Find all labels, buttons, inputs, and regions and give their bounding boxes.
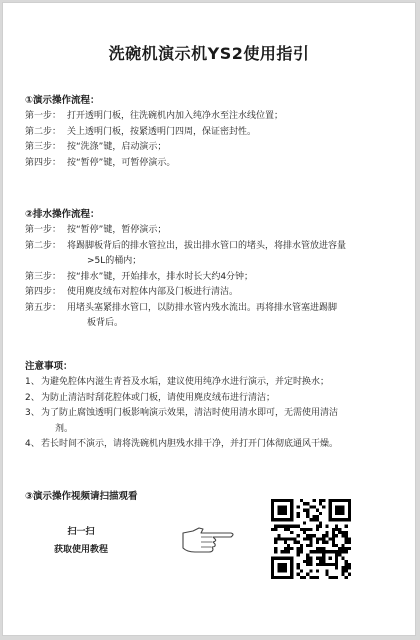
notes-section	[25, 359, 403, 453]
note-item-1: 1、 为避免腔体内滋生青苔及水垢，建议使用纯净水进行演示，并定时换水；	[25, 377, 330, 387]
drain-step-4: 第四步： 使用麂皮绒布对腔体内部及门板进行清洁。	[25, 287, 239, 297]
drain-heading: ②排水操作流程：	[25, 209, 100, 220]
demo-step-4: 第四步： 按“暂停”键，可暂停演示。	[25, 157, 176, 168]
drain-step-5-cont: 板背后。	[87, 318, 124, 328]
scan-line-1: 扫一扫	[67, 527, 95, 537]
drain-step-1: 第一步： 按“暂停”键，暂停演示；	[25, 225, 167, 235]
demo-step-1: 第一步： 打开透明门板，往洗碗机内加入纯净水至注水线位置；	[25, 111, 284, 121]
pointing-hand-icon	[179, 523, 239, 555]
notes-heading: 注意事项：	[25, 361, 73, 372]
note-item-3-cont: 剂。	[55, 423, 74, 434]
drain-section	[25, 207, 403, 332]
instruction-sheet	[2, 2, 416, 636]
note-item-3: 3、 为了防止腐蚀透明门板影响演示效果，清洁时使用清水即可，无需使用清洁	[25, 408, 339, 418]
demo-step-2: 第二步： 关上透明门板，按紧透明门四周，保证密封性。	[25, 126, 257, 137]
scan-caption	[39, 523, 123, 559]
note-item-4: 4、 若长时间不演示，请将洗碗机内胆残水排干净，并打开门体彻底通风干燥。	[25, 439, 339, 449]
note-item-2: 2、 为防止清洁时刮花腔体或门板，请使用麂皮绒布进行清洁；	[25, 392, 276, 403]
qr-code-icon	[271, 499, 351, 579]
video-heading: ③演示操作视频请扫描观看	[25, 491, 138, 502]
drain-step-2-cont: >5L的桶内；	[87, 256, 142, 266]
drain-step-2: 第二步： 将踢脚板背后的排水管拉出，拔出排水管口的堵头，将排水管放进容量	[25, 240, 347, 251]
demo-heading: ①演示操作流程：	[25, 95, 100, 106]
drain-step-5: 第五步： 用堵头塞紧排水管口，以防排水管内残水流出。再将排水管塞进踢脚	[25, 302, 338, 313]
demo-step-3: 第三步： 按“洗涤”键，启动演示；	[25, 142, 167, 152]
page-title: 洗碗机演示机YS2使用指引	[108, 44, 310, 63]
drain-step-3: 第三步： 按“排水”键，开始排水，排水时长大约4分钟；	[25, 271, 254, 282]
demo-section	[25, 93, 403, 171]
scan-line-2: 获取使用教程	[53, 545, 108, 555]
